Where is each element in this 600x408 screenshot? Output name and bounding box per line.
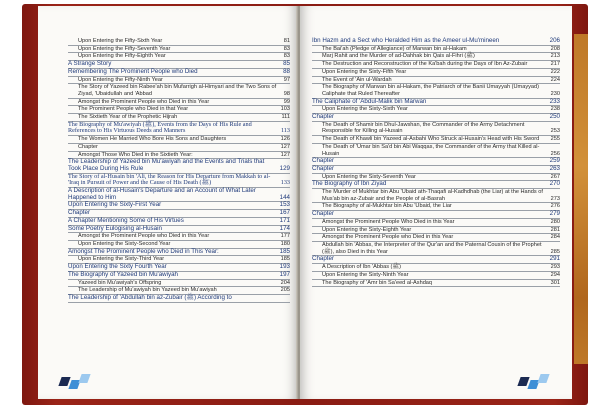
right-page (300, 6, 572, 399)
toc-entry-title: The Leadership of Yazeed bin Mu'awiyah and the Events and Trials that Took Place During His Rule (68, 158, 265, 172)
toc-entry-page: 144 (279, 193, 290, 201)
toc-entry-page: 213 (550, 53, 560, 60)
toc-entry-title: Upon Entering the Fifty-Sixth Year (78, 38, 163, 44)
toc-entry-page: 88 (283, 67, 290, 75)
toc-entry-title: Upon Entering the Sixty Fourth Year (68, 263, 167, 271)
toc-entry-title: Marj Rahit and the Murder of ad-Dahhak bin Qais al-Fihri (ﷺ) (322, 53, 475, 60)
toc-entry-page: 113 (280, 127, 290, 135)
toc-entry (68, 159, 290, 173)
toc-entry-page: 233 (549, 97, 560, 105)
toc-entry-page: 208 (550, 45, 560, 52)
toc-entry-page: 217 (550, 61, 560, 68)
toc-entry-title: Chapter (312, 113, 335, 121)
toc-entry (312, 144, 560, 158)
toc-entry (312, 53, 560, 61)
toc-entry-page: 255 (550, 136, 560, 143)
toc-entry (312, 106, 560, 114)
toc-entry-page: 99 (283, 98, 290, 105)
toc-entry-title: Upon Entering the Sixty-Ninth Year (322, 271, 409, 278)
toc-entry-page: 85 (283, 60, 290, 68)
toc-entry-title: Chapter (312, 255, 335, 263)
toc-entry-page: 127 (280, 143, 290, 150)
toc-entry (312, 99, 560, 107)
toc-entry-title: The Death of 'Umar bin Sa'd bin Abi Waqqas, the Commander of the Army that Killed al-Husain (322, 143, 540, 157)
toc-entry-title: Amongst the Prominent People who Died in this Year (322, 234, 454, 241)
toc-entry-page: 206 (549, 37, 560, 44)
toc-entry (68, 295, 290, 303)
toc-entry-title: A Chapter Mentioning Some of His Virtues (68, 216, 184, 224)
toc-entry-page: 273 (550, 195, 560, 202)
toc-entry (68, 174, 290, 188)
toc-entry-page: 103 (280, 106, 290, 113)
toc-entry (68, 233, 290, 241)
toc-entry-title: The Event of 'Ain ul-Wardah (322, 76, 392, 83)
toc-entry-title: Ibn Hazm and a Sect who Heralded Him as the Ameer ul-Mu'mineen (312, 37, 500, 44)
toc-entry (312, 264, 560, 272)
toc-entry-title: Chapter (312, 157, 335, 165)
toc-entry-title: The Death of Shamir bin Dhul-Jawshan, the Commander of the Army Detachment Responsible for Killing al-Husain (322, 121, 525, 135)
toc-entry-page: 127 (280, 151, 290, 158)
toc-entry (68, 188, 290, 202)
toc-entry (312, 84, 560, 98)
toc-entry-page: 185 (280, 256, 290, 263)
toc-entry-title: A Strange Story (68, 60, 112, 68)
toc-entry-title: Chapter (312, 164, 335, 172)
toc-entry-page: 81 (283, 38, 290, 44)
toc-entry-page: 267 (550, 173, 560, 180)
toc-entry-title: The Leadership of 'Abdullah bin az-Zubair (ﷺ) According to (68, 293, 232, 301)
toc-entry-page: 204 (280, 279, 290, 286)
toc-entry-page: 270 (549, 180, 560, 188)
toc-entry-page: 279 (549, 210, 560, 218)
toc-entry (68, 202, 290, 210)
toc-entry-page: 174 (279, 224, 290, 232)
toc-entry-title: Upon Entering the Sixty-Fifth Year (322, 68, 407, 75)
toc-entry-title: The Biography of Mu'awiyah (ﷺ), Events from the Days of His Rule and References to His Virtuous Deeds and Manners (68, 120, 252, 135)
toc-entry-page: 98 (283, 90, 290, 97)
toc-entry (312, 256, 560, 264)
toc-entry-page: 180 (280, 240, 290, 247)
toc-entry-title: Chapter (68, 209, 91, 217)
toc-entry-title: The Prominent People who Died in that Year (78, 106, 189, 113)
toc-entry-page: 281 (550, 226, 560, 233)
toc-entry-title: Upon Entering the Sixty-Seventh Year (322, 173, 416, 180)
toc-entry-page: 185 (279, 247, 290, 255)
toc-entry-page: 263 (549, 164, 560, 172)
left-page (38, 6, 298, 399)
toc-entry-page: 253 (550, 128, 560, 135)
toc-left (68, 38, 290, 303)
toc-entry-title: Remembering The Prominent People who Died (68, 67, 198, 75)
toc-entry-title: Upon Entering the Sixty-Sixth Year (322, 106, 408, 113)
toc-entry-title: The Biography of 'Amr bin Sa'eed al-Ashdaq (322, 279, 433, 286)
toc-entry (68, 249, 290, 257)
toc-entry (312, 227, 560, 235)
toc-entry-title: The Story of Yazeed bin Rabee'ah bin Mufarrigh al-Himyari and the Two Sons of Ziyad, 'Ubaidullah and 'Abbad (78, 84, 277, 97)
toc-entry-page: 301 (550, 279, 560, 286)
toc-entry-title: Abdullah bin 'Abbas, the Interpreter of the Qur'an and the Paternal Cousin of the Prophet (ﷺ), also Died in this Year (322, 241, 542, 255)
toc-entry-page: 129 (279, 164, 290, 172)
toc-entry (68, 136, 290, 144)
toc-entry-page: 205 (280, 287, 290, 294)
toc-entry-page: 293 (550, 264, 560, 271)
toc-entry-title: The Story of al-Husain bin 'Ali, the Reason for His Departure from Makkah to al-'Iraq in Pursuit of Power and the Cause of His Death (ﷺ) (68, 172, 271, 187)
toc-entry-title: Upon Entering the Sixty-First Year (68, 201, 162, 209)
toc-entry-page: 83 (283, 53, 290, 60)
toc-entry-title: The Bai'ah (Pledge of Allegiance) of Marwan bin al-Hakam (322, 45, 467, 52)
toc-entry-title: The Caliphate of 'Abdul-Malik bin Marwan (312, 97, 427, 105)
toc-entry-page: 291 (549, 255, 560, 263)
page-decoration-right (519, 377, 548, 389)
toc-entry-title: The Biography of Ibn Ziyad (312, 180, 387, 188)
toc-entry-title: Chapter (312, 210, 335, 218)
toc-entry-page: 177 (280, 233, 290, 240)
toc-entry (312, 122, 560, 136)
toc-entry (312, 77, 560, 85)
toc-entry-page: 230 (550, 90, 560, 97)
toc-entry-title: Amongst the Prominent People who Died in this Year (78, 233, 210, 240)
toc-entry-title: Amongst the Prominent People who Died in this Year (78, 98, 210, 105)
page-decoration-left (60, 377, 89, 389)
toc-entry-title: The Sixtieth Year of the Prophetic Hijrah (78, 114, 178, 121)
toc-entry (68, 106, 290, 114)
toc-entry-page: 171 (279, 216, 290, 224)
toc-entry-title: A Description of Ibn 'Abbas (ﷺ) (322, 264, 402, 271)
toc-entry (68, 272, 290, 280)
toc-entry-title: The Leadership of Mu'awiyah bin Yazeed bin Mu'awiyah (78, 287, 217, 294)
toc-entry-page: 126 (280, 136, 290, 143)
toc-entry (68, 77, 290, 85)
toc-entry (312, 272, 560, 280)
toc-entry (312, 114, 560, 122)
toc-entry-page: 224 (550, 76, 560, 83)
toc-entry (312, 242, 560, 256)
toc-entry-page: 111 (281, 114, 290, 121)
toc-entry (68, 226, 290, 234)
toc-entry-title: Chapter (78, 143, 98, 150)
toc-entry-page: 222 (550, 68, 560, 75)
toc-entry (312, 61, 560, 69)
toc-entry-page: 256 (550, 150, 560, 157)
toc-entry (68, 280, 290, 288)
toc-entry-title: Upon Entering the Fifty-Eighth Year (78, 53, 166, 60)
toc-entry-title: The Destruction and Reconstruction of the Ka'bah during the Days of Ibn Az-Zubair (322, 61, 528, 68)
toc-entry-page: 133 (280, 179, 290, 187)
toc-entry (68, 46, 290, 54)
toc-entry-title: Some Poetry Eulogising al-Husain (68, 224, 162, 232)
toc-entry-page: 83 (283, 45, 290, 52)
toc-right (312, 38, 560, 287)
toc-entry-page: 197 (279, 270, 290, 278)
toc-entry-title: Amongst Those Who Died in the Sixtieth Year: (78, 151, 193, 158)
toc-entry-title: Yazeed bin Mu'awiyah's Offspring (78, 279, 162, 286)
cover-gold-edge (574, 34, 588, 364)
toc-entry-title: Upon Entering the Sixty-Eighth Year (322, 226, 412, 233)
toc-entry-title: A Description of al-Husain's Departure and an Account of What Later Happened to Him (68, 187, 256, 201)
toc-entry-page: 97 (283, 76, 290, 83)
toc-entry-page: 284 (550, 234, 560, 241)
toc-entry-title: The Biography of Yazeed bin Mu'awiyah (68, 270, 178, 278)
toc-entry (312, 158, 560, 166)
toc-entry-page: 294 (550, 271, 560, 278)
toc-entry-title: Amongst the Prominent People Who Died in this Year (322, 218, 455, 225)
toc-entry-page: 259 (549, 157, 560, 165)
toc-entry-title: The Biography of Marwan bin al-Hakam, the Patriarch of the Banii Umayyah (Umayyad) Caliphate that Ruled Thereafter (322, 84, 540, 97)
toc-entry (68, 69, 290, 77)
toc-entry (312, 280, 560, 288)
toc-entry (68, 122, 290, 136)
toc-entry (68, 84, 290, 98)
toc-entry-page: 238 (550, 106, 560, 113)
toc-entry-title: Upon Entering the Fifty-Ninth Year (78, 76, 163, 83)
toc-entry (68, 144, 290, 152)
toc-entry-page: 250 (549, 113, 560, 121)
toc-entry-page: 285 (550, 248, 560, 255)
toc-entry-title: Upon Entering the Fifty-Seventh Year (78, 45, 171, 52)
toc-entry-title: The Women He Married Who Bore His Sons and Daughters (78, 136, 227, 143)
toc-entry (312, 38, 560, 46)
toc-entry-page: 153 (279, 201, 290, 209)
toc-entry-title: The Death of Khawli bin Yazeed al-Asbahi Who Struck al-Husain's Head with His Sword (322, 136, 540, 143)
toc-entry-page: 167 (279, 209, 290, 217)
toc-entry-page: 276 (550, 203, 560, 210)
toc-entry-page: 280 (550, 218, 560, 225)
toc-entry (312, 189, 560, 203)
toc-entry (312, 219, 560, 227)
toc-entry-title: Amongst The Prominent People who Died in This Year: (68, 247, 219, 255)
toc-entry (68, 38, 290, 46)
toc-entry-title: Upon Entering the Sixty-Third Year (78, 256, 165, 263)
toc-entry (312, 203, 560, 211)
toc-entry-title: The Murder of Mukhtar bin Abu 'Ubaid ath-Thaqafi al-Kadhdhab (the Liar) at the Hands of Mus'ab bin az-Zubair and the People of al-Basrah (322, 189, 543, 202)
toc-entry-title: The Biography of al-Mukhtar bin Abu 'Ubaid, the Liar (322, 203, 452, 210)
toc-entry-page: 193 (279, 263, 290, 271)
toc-entry (312, 166, 560, 174)
toc-entry (312, 234, 560, 242)
toc-entry (312, 136, 560, 144)
toc-entry (312, 181, 560, 189)
toc-entry (312, 211, 560, 219)
toc-entry-title: Upon Entering the Sixty-Second Year (78, 240, 171, 247)
toc-entry (68, 99, 290, 107)
toc-entry (312, 69, 560, 77)
